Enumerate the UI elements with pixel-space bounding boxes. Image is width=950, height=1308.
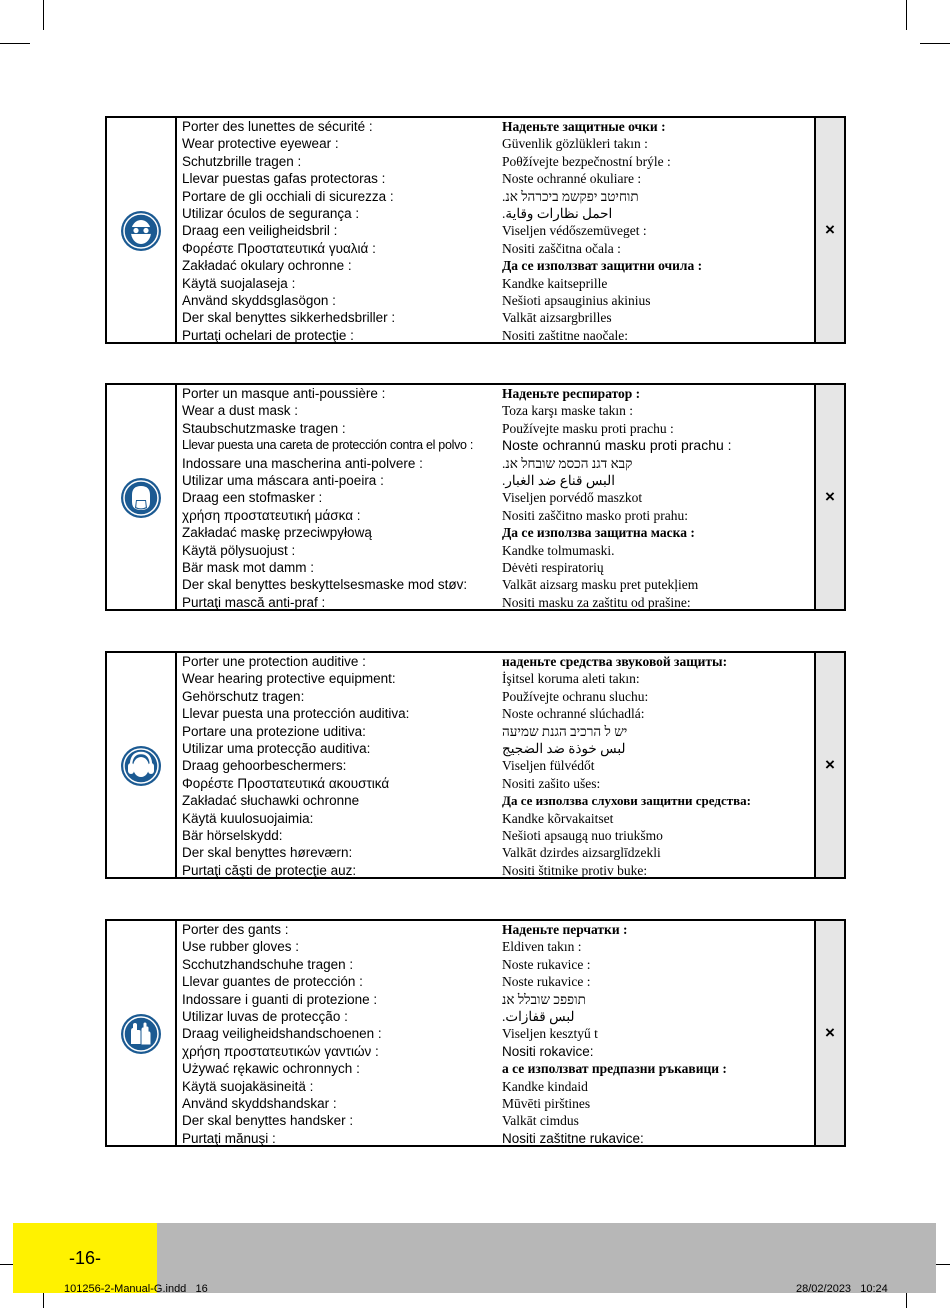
languages-column-left: [182, 118, 502, 344]
instruction-line: Poθžívejte bezpečnostní brýle :: [502, 153, 671, 169]
crop-mark: [920, 43, 950, 44]
instruction-line: Purtaţi căşti de protecţie auz:: [182, 862, 357, 878]
instruction-line: Noste rukavice :: [502, 956, 591, 972]
close-mark: ×: [814, 921, 844, 1145]
instruction-line: Draag een stofmasker :: [182, 490, 323, 506]
dust-mask-icon: [121, 478, 161, 518]
instruction-line: Draag veiligheidshandschoenen :: [182, 1026, 382, 1042]
instruction-line: Zakładać maskę przeciwpyłową: [182, 525, 372, 541]
crop-mark: [906, 0, 907, 30]
instruction-line: Purtaţi ochelari de protecţie :: [182, 327, 354, 343]
safety-section-dust-mask: [105, 383, 846, 611]
instruction-line: Nositi štitnike protiv buke:: [502, 862, 648, 878]
languages-column-left: [182, 385, 502, 611]
instruction-line: Noste ochranné slúchadlá:: [502, 706, 645, 722]
instruction-line: χρήση προστατευτικών γαντιών :: [182, 1043, 379, 1059]
instruction-line: Wear protective eyewear :: [182, 136, 339, 152]
instruction-line: Valkāt aizsargbrilles: [502, 310, 612, 326]
instruction-line: Porter un masque anti-poussière :: [182, 386, 386, 401]
instruction-line: Nositi rokavice:: [502, 1043, 594, 1059]
instruction-line: Wear a dust mask :: [182, 403, 299, 419]
instruction-line: Llevar puesta una protección auditiva:: [182, 706, 410, 722]
instruction-line: Да се използва защитна маска :: [502, 525, 695, 541]
instruction-line: Да се използват защитни очила :: [502, 258, 703, 274]
instruction-line: Zakładać okulary ochronne :: [182, 258, 352, 274]
instruction-line: Наденьте респиратор :: [502, 386, 641, 401]
instruction-line: Mūvēti pirštines: [502, 1095, 591, 1111]
instruction-line: Nositi zaštitne naočale:: [502, 327, 628, 343]
instruction-line: Nositi zaščitna očala :: [502, 240, 621, 256]
instruction-line: Der skal benyttes beskyttelsesmaske mod støv:: [182, 577, 468, 593]
instruction-line: Noste ochranné okuliare :: [502, 171, 642, 187]
instruction-line: Φορέστε Προστατευτικά ακουστικά: [182, 775, 390, 791]
instruction-line: Nešioti apsauginius akinius: [502, 292, 651, 308]
close-mark: ×: [814, 385, 844, 609]
instruction-line: Dėvėti respiratorių: [502, 559, 604, 575]
instruction-line: Der skal benyttes høreværn:: [182, 845, 353, 861]
safety-section-eyewear: [105, 116, 846, 344]
close-mark: ×: [814, 653, 844, 877]
instruction-line: Käytä suojakäsineitä :: [182, 1078, 314, 1094]
close-mark: ×: [814, 118, 844, 342]
instruction-line: תוחיטב יפקשמ ביכרהל אנ.: [502, 188, 639, 204]
instruction-line: Use rubber gloves :: [182, 939, 300, 955]
instruction-line: Φορέστε Προστατευτικά γυαλιά :: [182, 240, 376, 256]
instruction-line: Käytä pölysuojust :: [182, 542, 296, 558]
instruction-line: Porter des lunettes de sécurité :: [182, 119, 373, 134]
instruction-line: Kandke tolmumaski.: [502, 542, 615, 558]
date-slug: 28/02/2023 10:24: [796, 1283, 888, 1295]
instruction-line: Noste ochrannú masku proti prachu :: [502, 437, 732, 454]
crop-mark: [43, 0, 44, 30]
instruction-line: Utilizar óculos de segurança :: [182, 205, 360, 221]
instruction-line: Noste rukavice :: [502, 974, 591, 990]
instruction-line: İşitsel koruma aleti takın:: [502, 671, 640, 687]
languages-column-right: [502, 653, 814, 879]
instruction-line: Llevar puestas gafas protectoras :: [182, 171, 386, 187]
instruction-line: Använd skyddsglasögon :: [182, 292, 336, 308]
instruction-line: Porter des gants :: [182, 922, 289, 937]
instruction-line: Draag gehoorbeschermers:: [182, 758, 347, 774]
instruction-line: Staubschutzmaske tragen :: [182, 420, 346, 436]
instruction-line: Portare una protezione uditiva:: [182, 723, 366, 739]
instruction-line: Använd skyddshandskar :: [182, 1095, 337, 1111]
instruction-line: Indossare i guanti di protezione :: [182, 991, 378, 1007]
instruction-line: Viseljen védőszemüveget :: [502, 223, 647, 239]
instruction-line: Der skal benyttes sikkerhedsbriller :: [182, 310, 396, 326]
instruction-line: Наденьте защитные очки :: [502, 119, 666, 134]
instruction-line: Nositi zaštitne rukavice:: [502, 1130, 644, 1146]
instruction-line: Nositi zaščitno masko proti prahu:: [502, 507, 688, 523]
instruction-line: Наденьте перчатки :: [502, 922, 628, 937]
instruction-line: Valkāt aizsarg masku pret putekļiem: [502, 577, 699, 593]
instruction-line: Käytä suojalaseja :: [182, 275, 296, 291]
instruction-line: Používejte masku proti prachu :: [502, 420, 674, 436]
protective-gloves-icon: [121, 1014, 161, 1054]
instruction-line: Viseljen fülvédőt: [502, 758, 595, 774]
instruction-line: Güvenlik gözlükleri takın :: [502, 136, 648, 152]
instruction-line: لبس قفازات.: [502, 1008, 575, 1024]
instruction-line: احمل نظارات وقاية.: [502, 205, 613, 221]
crop-mark: [0, 43, 30, 44]
instruction-line: а се използват предпазни ръкавици :: [502, 1061, 727, 1077]
instruction-line: Portare de gli occhiali di sicurezza :: [182, 188, 394, 204]
languages-column-right: [502, 385, 814, 611]
instruction-line: Utilizar luvas de protecção :: [182, 1008, 348, 1024]
instruction-line: Purtaţi mască anti-praf :: [182, 594, 326, 610]
instruction-line: Zakładać słuchawki ochronne: [182, 793, 360, 809]
instruction-line: Schutzbrille tragen :: [182, 153, 302, 169]
instruction-line: Používejte ochranu sluchu:: [502, 688, 649, 704]
instruction-line: Nositi masku za zaštitu od prašine:: [502, 594, 691, 610]
instruction-line: Viseljen porvédő maszkot: [502, 490, 643, 506]
languages-column-left: [182, 653, 502, 879]
instruction-line: Wear hearing protective equipment:: [182, 671, 396, 687]
instruction-line: Nešioti apsaugą nuo triukšmo: [502, 827, 663, 843]
instruction-line: Да се използва слухови защитни средства:: [502, 793, 751, 809]
instruction-line: Gehörschutz tragen:: [182, 688, 305, 704]
instruction-line: Scchutzhandschuhe tragen :: [182, 956, 354, 972]
instruction-line: Valkāt cimdus: [502, 1113, 579, 1129]
instruction-line: Llevar guantes de protección :: [182, 974, 363, 990]
ear-protection-icon: [121, 746, 161, 786]
instruction-line: תופפכ שובלל אנ: [502, 991, 586, 1007]
languages-column-right: [502, 118, 814, 344]
icon-cell: [107, 653, 177, 877]
instruction-line: Viseljen kesztyű t: [502, 1026, 598, 1042]
instruction-line: наденьте средства звуковой защиты:: [502, 654, 728, 669]
instruction-line: Eldiven takın :: [502, 939, 582, 955]
safety-glasses-icon: [121, 211, 161, 251]
instruction-line: Używać rękawic ochronnych :: [182, 1061, 360, 1077]
instruction-line: Der skal benyttes handsker :: [182, 1113, 354, 1129]
instruction-line: Nositi zašito ušes:: [502, 775, 601, 791]
instruction-line: Utilizar uma protecção auditiva:: [182, 740, 371, 756]
instruction-line: Kandke kaitseprille: [502, 275, 608, 291]
instruction-line: Indossare una mascherina anti-polvere :: [182, 455, 423, 471]
instruction-line: Llevar puesta una careta de protección contra el polvo :: [182, 438, 474, 453]
instruction-line: Purtaţi mănuşi :: [182, 1130, 276, 1146]
icon-cell: [107, 118, 177, 342]
instruction-line: Bär mask mot damm :: [182, 559, 315, 575]
instruction-line: Kandke kõrvakaitset: [502, 810, 614, 826]
instruction-line: Utilizar uma máscara anti-poeira :: [182, 472, 384, 488]
languages-column-right: [502, 921, 814, 1147]
instruction-line: Valkāt dzirdes aizsarglīdzekli: [502, 845, 661, 861]
instruction-line: Draag een veiligheidsbril :: [182, 223, 338, 239]
instruction-line: Kandke kindaid: [502, 1078, 588, 1094]
instruction-line: Käytä kuulosuojaimia:: [182, 810, 314, 826]
icon-cell: [107, 921, 177, 1145]
instruction-line: Bär hörselskydd:: [182, 827, 283, 843]
instruction-line: البس قناع ضد الغبار.: [502, 472, 615, 488]
page-number: -16-: [13, 1223, 157, 1293]
instruction-line: קבא דגנ הכסמ שובחל אנ.: [502, 455, 633, 471]
instruction-line: لبس خوذة ضد الضجيج: [502, 740, 626, 756]
icon-cell: [107, 385, 177, 609]
instruction-line: Porter une protection auditive :: [182, 654, 366, 669]
languages-column-left: [182, 921, 502, 1147]
instruction-line: Toza karşı maske takın :: [502, 403, 634, 419]
file-slug: 101256-2-Manual-G.indd 16: [64, 1283, 208, 1295]
instruction-line: יש ל הרכיב הגנת שמיעה: [502, 723, 628, 739]
safety-section-hearing: [105, 651, 846, 879]
safety-section-gloves: [105, 919, 846, 1147]
instruction-line: χρήση προστατευτική μάσκα :: [182, 507, 361, 523]
